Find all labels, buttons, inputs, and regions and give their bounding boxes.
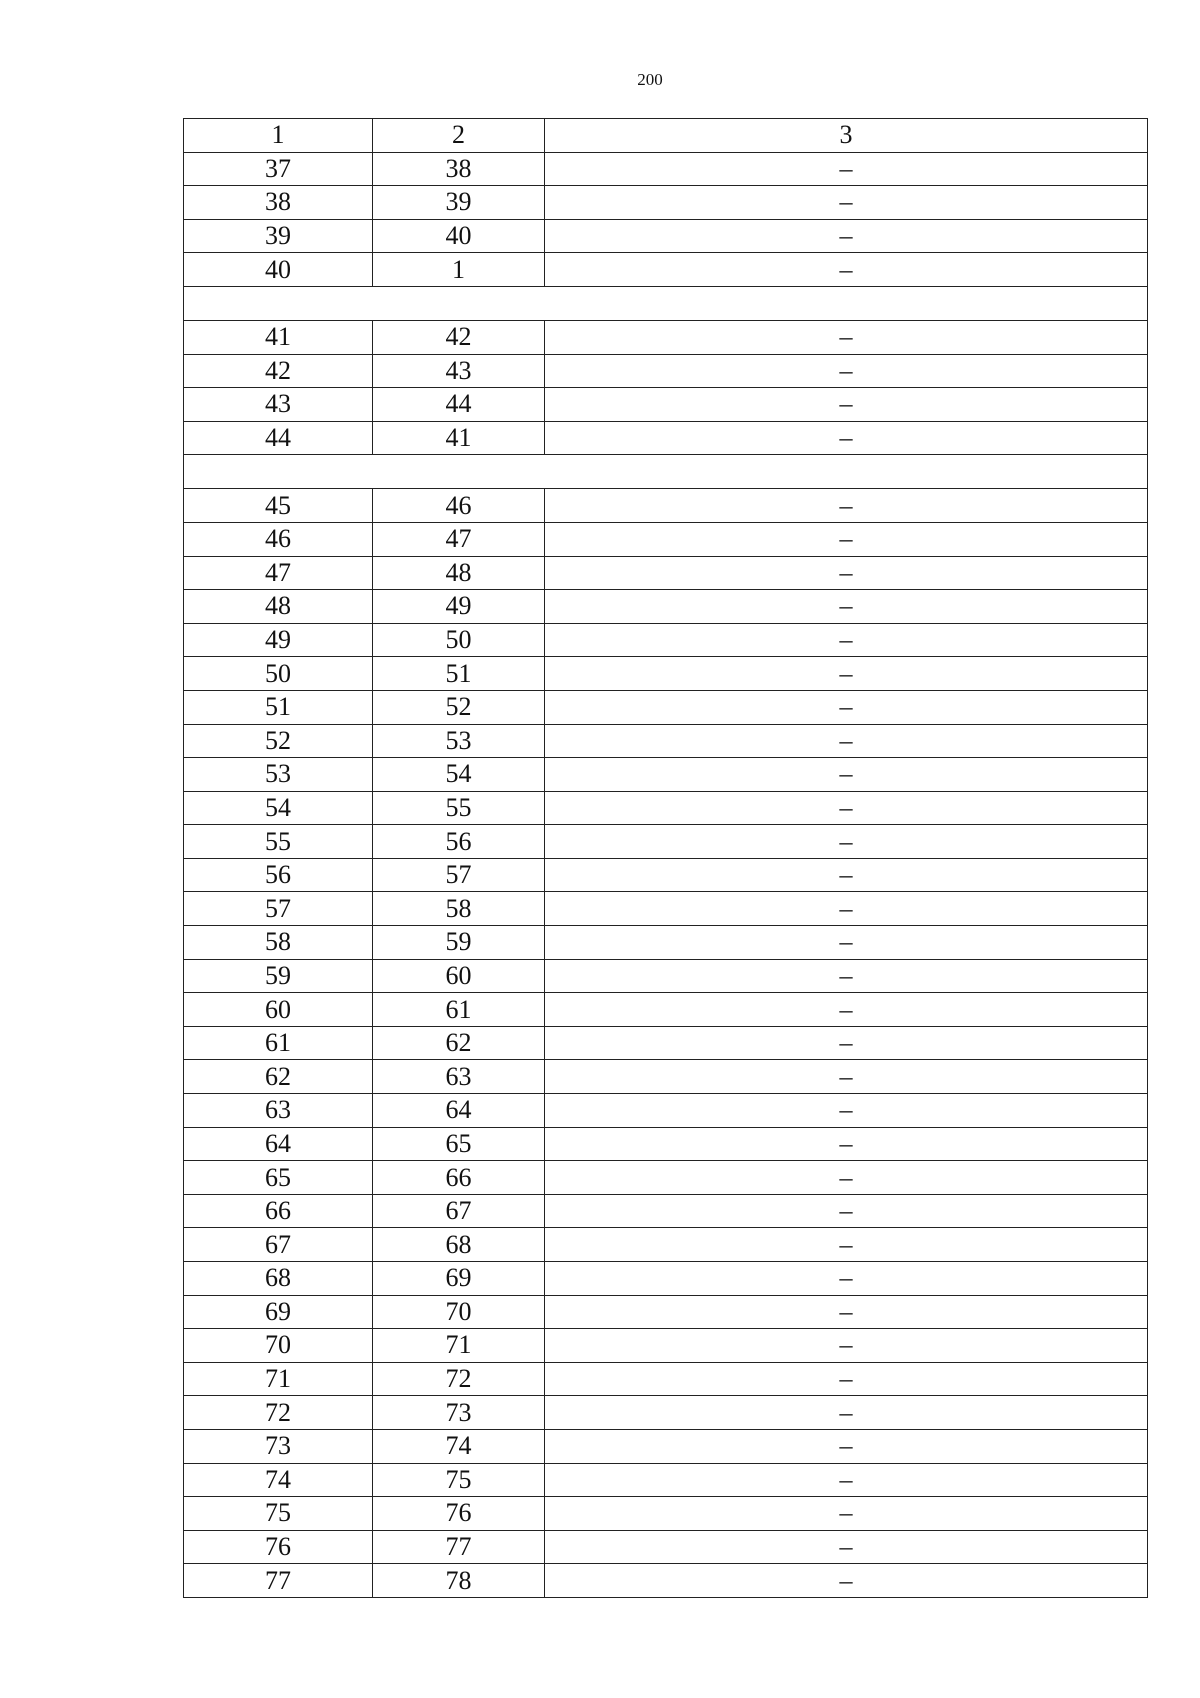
- table-row: [184, 1127, 1148, 1161]
- table-cell-col1: 44: [184, 421, 373, 455]
- table-row: [184, 791, 1148, 825]
- table-cell-col3: –: [545, 1564, 1148, 1598]
- table-row: [184, 1429, 1148, 1463]
- table-row: [184, 1161, 1148, 1195]
- table-cell-col1: 60: [184, 993, 373, 1027]
- table-cell-col1: 71: [184, 1362, 373, 1396]
- table-cell-col1: 40: [184, 253, 373, 287]
- table-row: [184, 1396, 1148, 1430]
- table-cell-col3: –: [545, 657, 1148, 691]
- table-cell-col1: 47: [184, 556, 373, 590]
- table-row: [184, 926, 1148, 960]
- table-cell-col2: 40: [373, 219, 545, 253]
- table-row: [184, 1329, 1148, 1363]
- table-cell-col3: –: [545, 926, 1148, 960]
- table-row: [184, 690, 1148, 724]
- table-cell-col3: –: [545, 1396, 1148, 1430]
- table-cell-col1: 38: [184, 186, 373, 220]
- table-row: [184, 1262, 1148, 1296]
- table-cell-col2: 53: [373, 724, 545, 758]
- table-row: [184, 1463, 1148, 1497]
- table-cell-col2: 74: [373, 1429, 545, 1463]
- table-cell-col1: 54: [184, 791, 373, 825]
- table-row: [184, 758, 1148, 792]
- group-separator-row: [184, 455, 1148, 489]
- table-cell-col3: –: [545, 489, 1148, 523]
- table-cell-col2: 57: [373, 858, 545, 892]
- table-cell-col3: –: [545, 623, 1148, 657]
- table-row: [184, 1564, 1148, 1598]
- table-cell-col1: 62: [184, 1060, 373, 1094]
- table-cell-col1: 76: [184, 1530, 373, 1564]
- table-cell-col3: –: [545, 1463, 1148, 1497]
- table-cell-col2: 62: [373, 1026, 545, 1060]
- table-row: [184, 1228, 1148, 1262]
- table-cell-col2: 66: [373, 1161, 545, 1195]
- table-row: [184, 186, 1148, 220]
- table-cell-col1: 51: [184, 690, 373, 724]
- table-row: [184, 825, 1148, 859]
- table-cell-col2: 51: [373, 657, 545, 691]
- table-cell-col1: 74: [184, 1463, 373, 1497]
- table-cell-col3: –: [545, 219, 1148, 253]
- table-cell-col3: –: [545, 1429, 1148, 1463]
- table-body: [184, 119, 1148, 1598]
- table-cell-col2: 47: [373, 522, 545, 556]
- table-cell-col1: 56: [184, 858, 373, 892]
- table-row: [184, 1094, 1148, 1128]
- table-row: [184, 354, 1148, 388]
- table-cell-col3: –: [545, 858, 1148, 892]
- table-cell-col2: 48: [373, 556, 545, 590]
- table-cell-col3: –: [545, 959, 1148, 993]
- table-cell-col3: –: [545, 791, 1148, 825]
- table-cell-col1: 75: [184, 1497, 373, 1531]
- table-cell-col3: –: [545, 1026, 1148, 1060]
- table-row: [184, 590, 1148, 624]
- table-cell-col2: 70: [373, 1295, 545, 1329]
- table-cell-col1: 42: [184, 354, 373, 388]
- table-row: [184, 489, 1148, 523]
- table-cell-col3: –: [545, 1060, 1148, 1094]
- table-cell-col1: 73: [184, 1429, 373, 1463]
- header-cell-3: 3: [545, 119, 1148, 153]
- table-row: [184, 219, 1148, 253]
- table-cell-col2: 54: [373, 758, 545, 792]
- table-cell-col3: –: [545, 388, 1148, 422]
- table-cell-col3: –: [545, 152, 1148, 186]
- table-cell-col2: 50: [373, 623, 545, 657]
- table-cell-col2: 75: [373, 1463, 545, 1497]
- group-separator-cell: [184, 455, 1148, 489]
- group-separator-row: [184, 286, 1148, 320]
- table-cell-col1: 66: [184, 1194, 373, 1228]
- table-cell-col2: 41: [373, 421, 545, 455]
- table-cell-col3: –: [545, 1295, 1148, 1329]
- table-cell-col3: –: [545, 421, 1148, 455]
- table-cell-col1: 52: [184, 724, 373, 758]
- table-row: [184, 1497, 1148, 1531]
- table-row: [184, 253, 1148, 287]
- table-cell-col2: 69: [373, 1262, 545, 1296]
- table-cell-col1: 39: [184, 219, 373, 253]
- table-row: [184, 1295, 1148, 1329]
- table-cell-col1: 45: [184, 489, 373, 523]
- table-cell-col2: 56: [373, 825, 545, 859]
- table-cell-col3: –: [545, 320, 1148, 354]
- table-row: [184, 421, 1148, 455]
- table-cell-col1: 69: [184, 1295, 373, 1329]
- table-cell-col3: –: [545, 186, 1148, 220]
- table-cell-col3: –: [545, 1094, 1148, 1128]
- table-cell-col1: 37: [184, 152, 373, 186]
- table-cell-col3: –: [545, 892, 1148, 926]
- table-cell-col1: 64: [184, 1127, 373, 1161]
- table-cell-col3: –: [545, 1530, 1148, 1564]
- table-row: [184, 556, 1148, 590]
- page-number: 200: [637, 70, 663, 89]
- table-cell-col2: 64: [373, 1094, 545, 1128]
- table-cell-col1: 43: [184, 388, 373, 422]
- table-row: [184, 724, 1148, 758]
- table-cell-col1: 58: [184, 926, 373, 960]
- table-cell-col2: 77: [373, 1530, 545, 1564]
- table-cell-col3: –: [545, 1228, 1148, 1262]
- table-cell-col2: 42: [373, 320, 545, 354]
- table-cell-col2: 38: [373, 152, 545, 186]
- table-row: [184, 522, 1148, 556]
- table-cell-col1: 72: [184, 1396, 373, 1430]
- table-cell-col3: –: [545, 1329, 1148, 1363]
- table-cell-col2: 67: [373, 1194, 545, 1228]
- table-row: [184, 959, 1148, 993]
- table-cell-col1: 53: [184, 758, 373, 792]
- table-cell-col2: 68: [373, 1228, 545, 1262]
- table-cell-col2: 46: [373, 489, 545, 523]
- table-cell-col3: –: [545, 825, 1148, 859]
- table-row: [184, 858, 1148, 892]
- table-cell-col2: 52: [373, 690, 545, 724]
- table-row: [184, 152, 1148, 186]
- table-cell-col1: 61: [184, 1026, 373, 1060]
- table-cell-col1: 77: [184, 1564, 373, 1598]
- table-cell-col3: –: [545, 1497, 1148, 1531]
- table-cell-col3: –: [545, 253, 1148, 287]
- table-row: [184, 1060, 1148, 1094]
- table-cell-col3: –: [545, 1127, 1148, 1161]
- table-row: [184, 657, 1148, 691]
- data-table: [183, 118, 1148, 1598]
- table-cell-col2: 61: [373, 993, 545, 1027]
- table-cell-col2: 71: [373, 1329, 545, 1363]
- table-cell-col3: –: [545, 758, 1148, 792]
- table-cell-col3: –: [545, 1362, 1148, 1396]
- table-cell-col2: 72: [373, 1362, 545, 1396]
- table-cell-col1: 63: [184, 1094, 373, 1128]
- table-cell-col3: –: [545, 590, 1148, 624]
- table-cell-col2: 55: [373, 791, 545, 825]
- table-cell-col1: 55: [184, 825, 373, 859]
- table-cell-col1: 49: [184, 623, 373, 657]
- table-cell-col2: 1: [373, 253, 545, 287]
- table-cell-col2: 58: [373, 892, 545, 926]
- table-cell-col3: –: [545, 522, 1148, 556]
- table-cell-col2: 63: [373, 1060, 545, 1094]
- table-cell-col1: 68: [184, 1262, 373, 1296]
- header-cell-2: 2: [373, 119, 545, 153]
- table-row: [184, 320, 1148, 354]
- table-cell-col1: 65: [184, 1161, 373, 1195]
- table-cell-col1: 46: [184, 522, 373, 556]
- table-cell-col1: 59: [184, 959, 373, 993]
- table-cell-col1: 48: [184, 590, 373, 624]
- table-cell-col2: 65: [373, 1127, 545, 1161]
- table-row: [184, 1194, 1148, 1228]
- table-cell-col1: 70: [184, 1329, 373, 1363]
- table-cell-col1: 57: [184, 892, 373, 926]
- table-cell-col3: –: [545, 1161, 1148, 1195]
- header-cell-1: 1: [184, 119, 373, 153]
- table-row: [184, 1530, 1148, 1564]
- table-cell-col2: 78: [373, 1564, 545, 1598]
- table-cell-col1: 41: [184, 320, 373, 354]
- table-row: [184, 892, 1148, 926]
- table-cell-col3: –: [545, 690, 1148, 724]
- table-cell-col2: 76: [373, 1497, 545, 1531]
- header-row: [184, 119, 1148, 153]
- table-cell-col2: 39: [373, 186, 545, 220]
- table-cell-col2: 49: [373, 590, 545, 624]
- table-cell-col3: –: [545, 1194, 1148, 1228]
- table-row: [184, 993, 1148, 1027]
- table-cell-col2: 60: [373, 959, 545, 993]
- table-cell-col3: –: [545, 354, 1148, 388]
- table-row: [184, 1026, 1148, 1060]
- group-separator-cell: [184, 286, 1148, 320]
- table-row: [184, 1362, 1148, 1396]
- table-cell-col1: 50: [184, 657, 373, 691]
- table-cell-col2: 43: [373, 354, 545, 388]
- table-cell-col3: –: [545, 993, 1148, 1027]
- table-cell-col2: 44: [373, 388, 545, 422]
- table-cell-col3: –: [545, 724, 1148, 758]
- table-cell-col3: –: [545, 556, 1148, 590]
- table-cell-col1: 67: [184, 1228, 373, 1262]
- table-cell-col3: –: [545, 1262, 1148, 1296]
- table-cell-col2: 73: [373, 1396, 545, 1430]
- table-row: [184, 388, 1148, 422]
- table-row: [184, 623, 1148, 657]
- table-cell-col2: 59: [373, 926, 545, 960]
